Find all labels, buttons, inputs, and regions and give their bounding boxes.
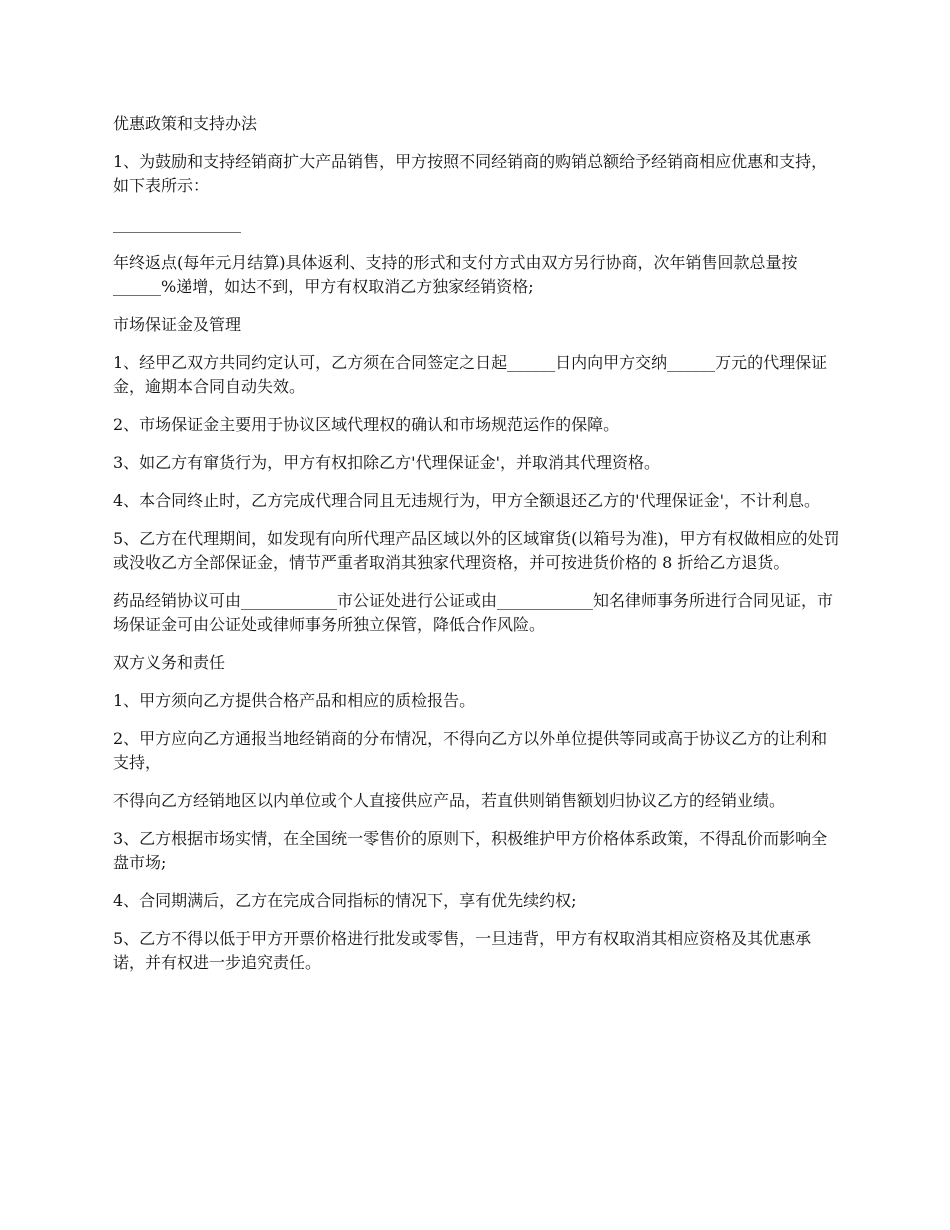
section-heading-preferential-policy: 优惠政策和支持办法	[113, 114, 258, 133]
paragraph: 4、本合同终止时，乙方完成代理合同且无违规行为，甲方全额退还乙方的'代理保证金'，不计利息。	[113, 491, 820, 510]
paragraph: 1、为鼓励和支持经销商扩大产品销售，甲方按照不同经销商的购销总额给予经销商相应优惠和支持，如下表所示：	[113, 152, 828, 195]
document-body	[113, 112, 840, 989]
paragraph: 药品经销协议可由____________市公证处进行公证或由____________知名律师事务所进行合同见证，市场保证金可由公证处或律师事务所独立保管，降低合作风险。	[113, 591, 834, 634]
paragraph: 3、乙方根据市场实情，在全国统一零售价的原则下，积极维护甲方价格体系政策，不得乱价而影响全盘市场;	[113, 829, 828, 872]
paragraph: 2、市场保证金主要用于协议区域代理权的确认和市场规范运作的保障。	[113, 415, 620, 434]
paragraph: 4、合同期满后，乙方在完成合同指标的情况下，享有优先续约权;	[113, 891, 577, 910]
section-heading-obligations: 双方义务和责任	[113, 653, 226, 672]
paragraph: 年终返点(每年元月结算)具体返利、支持的形式和支付方式由双方另行协商，次年销售回款总量按______%递增，如达不到，甲方有权取消乙方独家经销资格;	[113, 253, 798, 296]
paragraph: 2、甲方应向乙方通报当地经销商的分布情况，不得向乙方以外单位提供等同或高于协议乙方的让利和支持，	[113, 729, 828, 772]
paragraph: 1、甲方须向乙方提供合格产品和相应的质检报告。	[113, 691, 476, 710]
paragraph: 不得向乙方经销地区以内单位或个人直接供应产品，若直供则销售额划归协议乙方的经销业绩。	[113, 791, 786, 810]
section-heading-market-deposit: 市场保证金及管理	[113, 315, 242, 334]
paragraph: 1、经甲乙双方共同约定认可，乙方须在合同签定之日起______日内向甲方交纳______万元的代理保证金，逾期本合同自动失效。	[113, 353, 828, 396]
paragraph: 3、如乙方有窜货行为，甲方有权扣除乙方'代理保证金'，并取消其代理资格。	[113, 453, 660, 472]
paragraph: 5、乙方不得以低于甲方开票价格进行批发或零售，一旦违背，甲方有权取消其相应资格及其优惠承诺，并有权进一步追究责任。	[113, 929, 812, 972]
paragraph: 5、乙方在代理期间，如发现有向所代理产品区域以外的区域窜货(以箱号为准)，甲方有权做相应的处罚或没收乙方全部保证金，情节严重者取消其独家代理资格，并可按进货价格的 8 折给乙方退货。	[113, 529, 840, 572]
table-placeholder-line: ________________	[113, 214, 241, 233]
